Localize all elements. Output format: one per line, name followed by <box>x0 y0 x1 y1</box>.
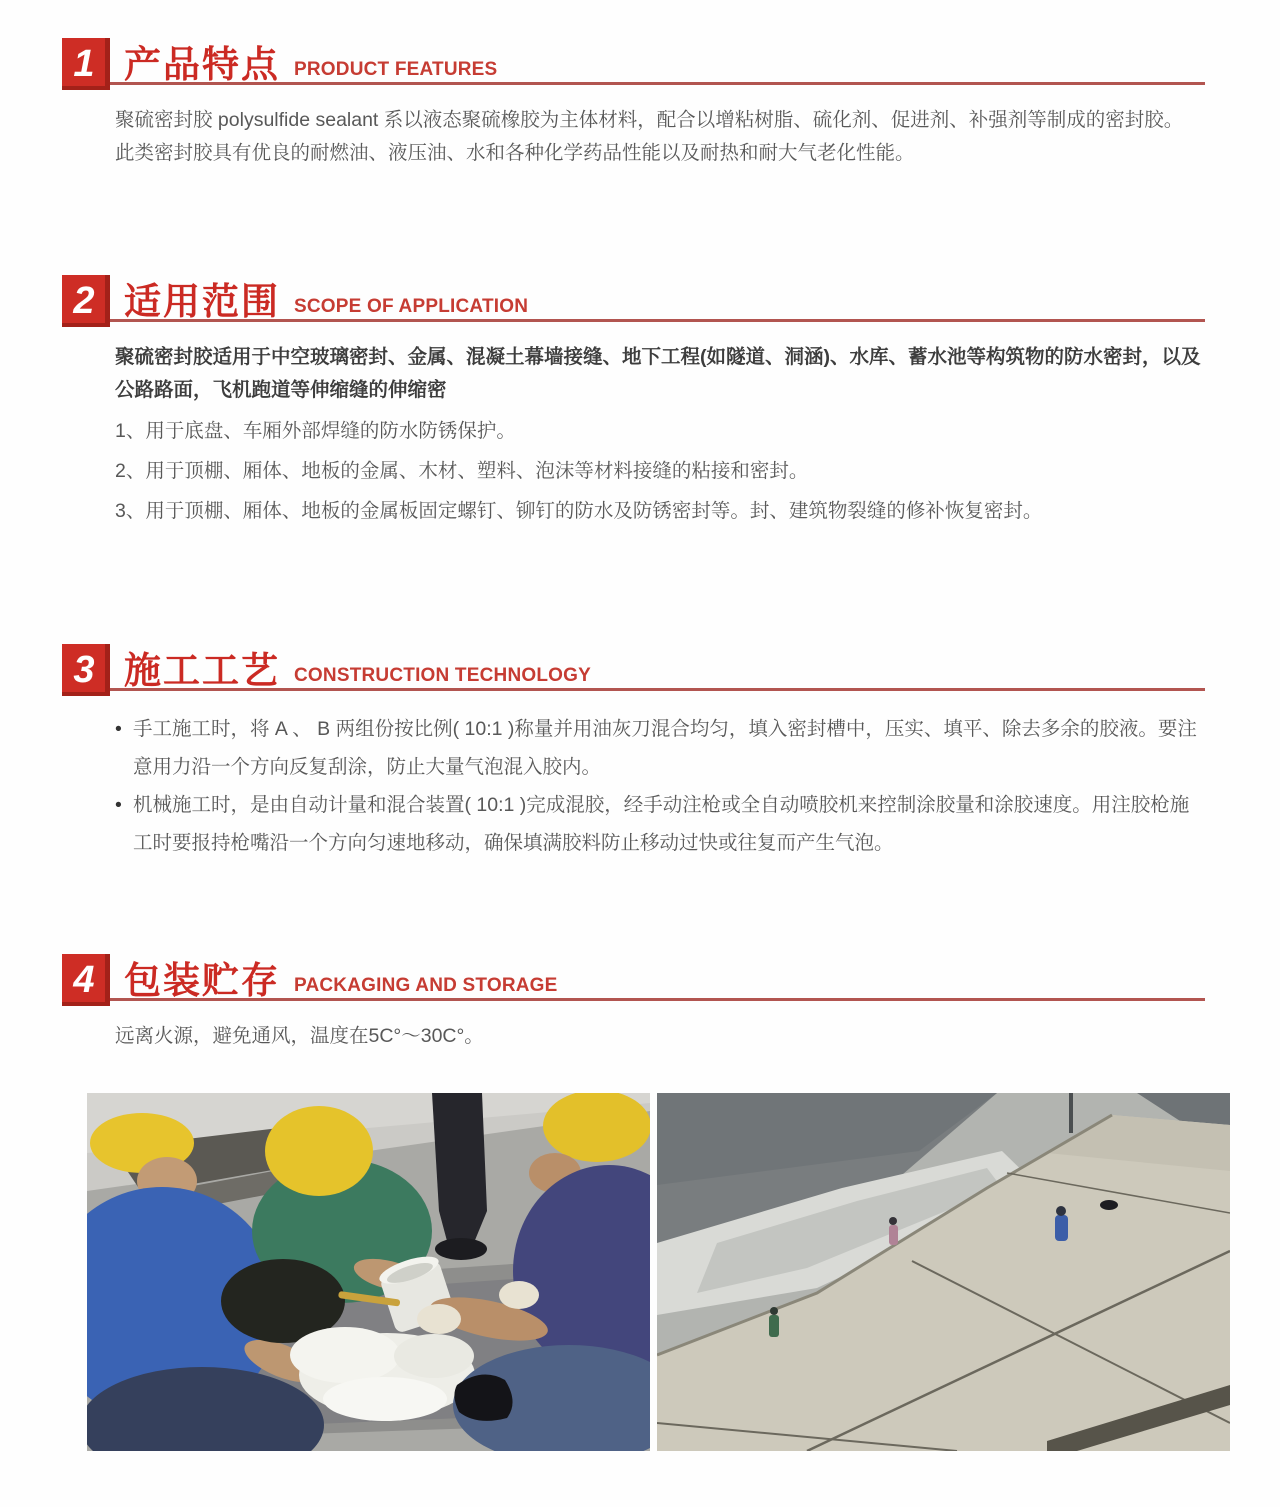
section-title-zh: 施工工艺 <box>124 650 280 691</box>
concrete-slope-joints-photo <box>657 1093 1230 1451</box>
list-item: 1、用于底盘、车厢外部焊缝的防水防锈保护。 <box>115 420 516 442</box>
section-product-features <box>0 38 1280 170</box>
section-header <box>62 954 1205 1006</box>
section-number-badge: 3 <box>62 644 110 696</box>
bullet-item <box>115 786 1202 862</box>
section-title-zh: 产品特点 <box>124 44 280 85</box>
section-title-row <box>110 954 1205 1001</box>
construction-bullet-list <box>115 710 1202 862</box>
section-title-row <box>110 644 1205 691</box>
section-packaging-storage <box>0 954 1280 1053</box>
bullet-dot-icon: • <box>115 718 122 740</box>
photo-row <box>87 1093 1280 1451</box>
section-number-badge: 4 <box>62 954 110 1006</box>
bullet-dot-icon: • <box>115 794 122 816</box>
section-title-en: SCOPE OF APPLICATION <box>294 296 529 317</box>
section-title-en: PRODUCT FEATURES <box>294 59 498 80</box>
section-title-row <box>110 275 1205 322</box>
section-number-badge: 1 <box>62 38 110 90</box>
list-item: 3、用于顶棚、厢体、地板的金属板固定螺钉、铆钉的防水及防锈密封等。封、建筑物裂缝的修补恢复密封。 <box>115 500 1043 522</box>
section-title-zh: 适用范围 <box>124 281 280 322</box>
black-bag <box>454 1375 512 1421</box>
section-number-badge: 2 <box>62 275 110 327</box>
bullet-text: 机械施工时，是由自动计量和混合装置( 10:1 )完成混胶，经手动注枪或全自动喷胶机来控制涂胶量和涂胶速度。用注胶枪施工时要报持枪嘴沿一个方向匀速地移动，确保填满胶料防止移动过快或往复而产生气泡。 <box>133 794 1190 854</box>
section-title-en: CONSTRUCTION TECHNOLOGY <box>294 665 591 686</box>
concrete-slope-scene <box>657 1093 1230 1451</box>
section-construction-technology <box>0 644 1280 862</box>
section-body <box>115 710 1202 862</box>
bullet-text: 手工施工时，将 A 、 B 两组份按比例( 10:1 )称量并用油灰刀混合均匀，填入密封槽中，压实、填平、除去多余的胶液。要注意用力沿一个方向反复刮涂，防止大量气泡混入胶内。 <box>133 718 1197 778</box>
workers-mixing-sealant-photo <box>87 1093 650 1451</box>
lead-paragraph: 聚硫密封胶适用于中空玻璃密封、金属、混凝土幕墙接缝、地下工程(如隧道、洞涵)、水库、蓄水池等构筑物的防水密封，以及公路路面，飞机跑道等伸缩缝的伸缩密 <box>115 346 1201 401</box>
section-body-paragraph: 聚硫密封胶 polysulfide sealant 系以液态聚硫橡胶为主体材料，配合以增粘树脂、硫化剂、促进剂、补强剂等制成的密封胶。此类密封胶具有优良的耐燃油、液压油、水和各种化学药品性能以及耐热和耐大气老化性能。 <box>115 109 1184 164</box>
section-title-en: PACKAGING AND STORAGE <box>294 975 558 996</box>
section-title-zh: 包装贮存 <box>124 960 280 1001</box>
bullet-item <box>115 710 1202 786</box>
section-scope-of-application <box>0 275 1280 528</box>
section-body-paragraph: 远离火源，避免通风，温度在5C°～30C°。 <box>115 1025 484 1047</box>
sealant-mixing-scene <box>87 1093 650 1451</box>
section-header <box>62 38 1205 90</box>
section-header <box>62 644 1205 696</box>
section-title-row <box>110 38 1205 85</box>
list-item: 2、用于顶棚、厢体、地板的金属、木材、塑料、泡沫等材料接缝的粘接和密封。 <box>115 460 809 482</box>
section-body <box>115 341 1202 528</box>
section-header <box>62 275 1205 327</box>
application-list <box>115 415 1202 528</box>
